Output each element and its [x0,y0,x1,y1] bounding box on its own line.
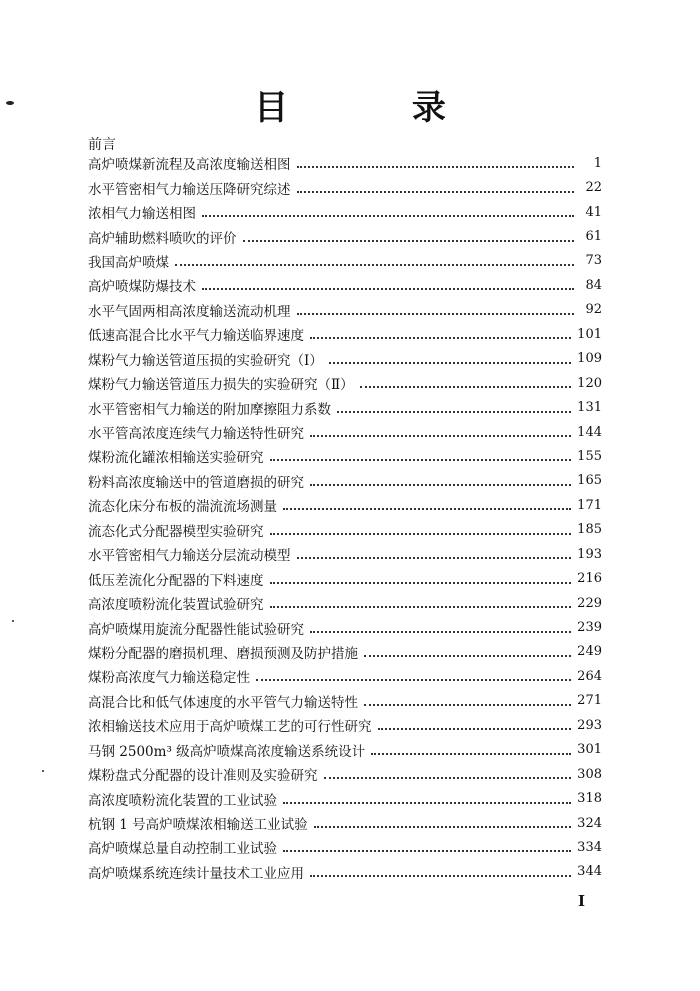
toc-entry-page: 131 [577,400,602,416]
dot-leader [202,215,574,217]
page-folio: I [578,892,586,910]
toc-entry [88,713,602,737]
toc-entry [88,762,602,786]
toc-entry [88,420,602,444]
toc-entry-title: 水平管高浓度连续气力输送特性研究 [88,426,304,443]
toc-entry-page: 73 [585,253,602,269]
toc-entry-page: 344 [577,864,602,880]
toc-entry [88,493,602,517]
dot-leader [310,875,571,877]
toc-entry [88,518,602,542]
toc-entry-title: 高炉喷煤系统连续计量技术工业应用 [88,865,304,882]
toc-entry [88,566,602,590]
dot-leader [364,655,571,657]
toc-entry-title: 粉料高浓度输送中的管道磨损的研究 [88,474,304,491]
scan-speck [42,770,44,772]
toc-entry-title: 水平管密相气力输送的附加摩擦阻力系数 [88,401,331,418]
toc-entry [88,689,602,713]
toc-entry-title: 杭钢 1 号高炉喷煤浓相输送工业试验 [88,817,308,834]
toc-entry-title: 煤粉高浓度气力输送稳定性 [88,670,250,687]
toc-entry-page: 249 [577,644,602,660]
toc-entry-page: 334 [577,839,602,855]
toc-entry-page: 216 [577,571,602,587]
toc-entry-title: 低压差流化分配器的下料速度 [88,572,264,589]
toc-entry [88,322,602,346]
dot-leader [283,508,571,510]
toc-entry [88,640,602,664]
toc-entry-page: 22 [585,180,602,196]
toc-entry-title: 水平气固两相高浓度输送流动机理 [88,303,291,320]
dot-leader [310,435,571,437]
toc-entry-page: 101 [577,326,602,342]
toc-entry-title: 煤粉分配器的磨损机理、磨损预测及防护措施 [88,645,358,662]
toc-entry-page: 109 [577,351,602,367]
toc-entry [88,347,602,371]
toc-entry-page: 1 [593,155,602,171]
toc-entry-title: 水平管密相气力输送压降研究综述 [88,181,291,198]
toc-entry-title: 浓相输送技术应用于高炉喷煤工艺的可行性研究 [88,719,372,736]
dot-leader [256,679,571,681]
toc-entry [88,591,602,615]
toc-entry-page: 308 [577,766,602,782]
toc-entry [88,542,602,566]
toc-entry-title: 流态化式分配器模型实验研究 [88,523,264,540]
toc-entry-title: 马钢 2500m³ 级高炉喷煤高浓度输送系统设计 [88,743,366,760]
dot-leader [324,777,572,779]
toc-entry-page: 318 [577,791,602,807]
dot-leader [283,802,571,804]
toc-entry-page: 171 [577,497,602,513]
toc-entry [88,371,602,395]
toc-entry-page: 324 [577,815,602,831]
dot-leader [243,240,575,242]
toc-entry [88,469,602,493]
toc-entry [88,175,602,199]
toc-entry-page: 185 [577,522,602,538]
toc-entry-page: 84 [585,277,602,293]
dot-leader [337,411,571,413]
toc-entry-page: 293 [577,717,602,733]
toc-entry [88,835,602,859]
toc-entry-title: 浓相气力输送相图 [88,206,196,223]
toc-entry-title: 煤粉流化罐浓相输送实验研究 [88,450,264,467]
dot-leader [270,582,572,584]
dot-leader [329,362,571,364]
dot-leader [360,386,571,388]
dot-leader [270,606,572,608]
toc-entry-page: 165 [577,473,602,489]
dot-leader [270,459,572,461]
dot-leader [283,850,571,852]
toc-entry-title: 高炉喷煤防爆技术 [88,279,196,296]
toc-entry-page: 41 [585,204,602,220]
toc-entry [88,151,602,175]
toc-entry [88,224,602,248]
toc-entry-page: 264 [577,668,602,684]
dot-leader [202,288,574,290]
toc-entry [88,860,602,884]
toc-entry-page: 239 [577,620,602,636]
dot-leader [378,728,572,730]
toc-entry-page: 155 [577,448,602,464]
toc-entry-page: 120 [577,375,602,391]
toc-entry-page: 144 [577,424,602,440]
toc-entry-page: 61 [585,229,602,245]
toc-entry-page: 92 [585,302,602,318]
toc-entry [88,249,602,273]
toc-entry [88,786,602,810]
toc-entry [88,200,602,224]
toc-entry-page: 301 [577,742,602,758]
dot-leader [297,191,575,193]
toc-entry-page: 193 [577,546,602,562]
dot-leader [297,313,575,315]
table-of-contents [88,151,602,884]
dot-leader [310,337,571,339]
toc-entry [88,444,602,468]
dot-leader [371,753,571,755]
dot-leader [175,264,574,266]
dot-leader [270,533,572,535]
toc-entry-title: 低速高混合比水平气力输送临界速度 [88,328,304,345]
toc-entry [88,615,602,639]
toc-entry-title: 高炉喷煤用旋流分配器性能试验研究 [88,621,304,638]
toc-entry [88,298,602,322]
toc-entry-title: 高炉喷煤新流程及高浓度输送相图 [88,157,291,174]
toc-entry [88,395,602,419]
toc-entry [88,664,602,688]
dot-leader [314,826,572,828]
toc-entry-page: 229 [577,595,602,611]
toc-entry-title: 高浓度喷粉流化装置的工业试验 [88,792,277,809]
toc-entry-title: 煤粉气力输送管道压损的实验研究（Ⅰ） [88,352,323,369]
dot-leader [297,557,572,559]
dot-leader [297,166,575,168]
toc-entry-page: 271 [577,693,602,709]
toc-entry-title: 高炉辅助燃料喷吹的评价 [88,230,237,247]
toc-entry [88,811,602,835]
scan-speck [6,101,14,105]
toc-entry-title: 煤粉盘式分配器的设计准则及实验研究 [88,768,318,785]
toc-entry [88,738,602,762]
dot-leader [310,631,571,633]
toc-entry-title: 我国高炉喷煤 [88,254,169,271]
toc-entry-title: 高混合比和低气体速度的水平管气力输送特性 [88,694,358,711]
toc-entry [88,273,602,297]
toc-entry-title: 流态化床分布板的湍流流场测量 [88,499,277,516]
dot-leader [310,484,571,486]
toc-entry-title: 水平管密相气力输送分层流动模型 [88,548,291,565]
dot-leader [364,704,571,706]
toc-entry-title: 高浓度喷粉流化装置试验研究 [88,597,264,614]
page-title: 目 录 [254,88,502,128]
toc-entry-title: 高炉喷煤总量自动控制工业试验 [88,841,277,858]
scan-speck [12,620,14,622]
preface-entry: 前言 [88,137,116,153]
toc-entry-title: 煤粉气力输送管道压力损失的实验研究（Ⅱ） [88,377,354,394]
